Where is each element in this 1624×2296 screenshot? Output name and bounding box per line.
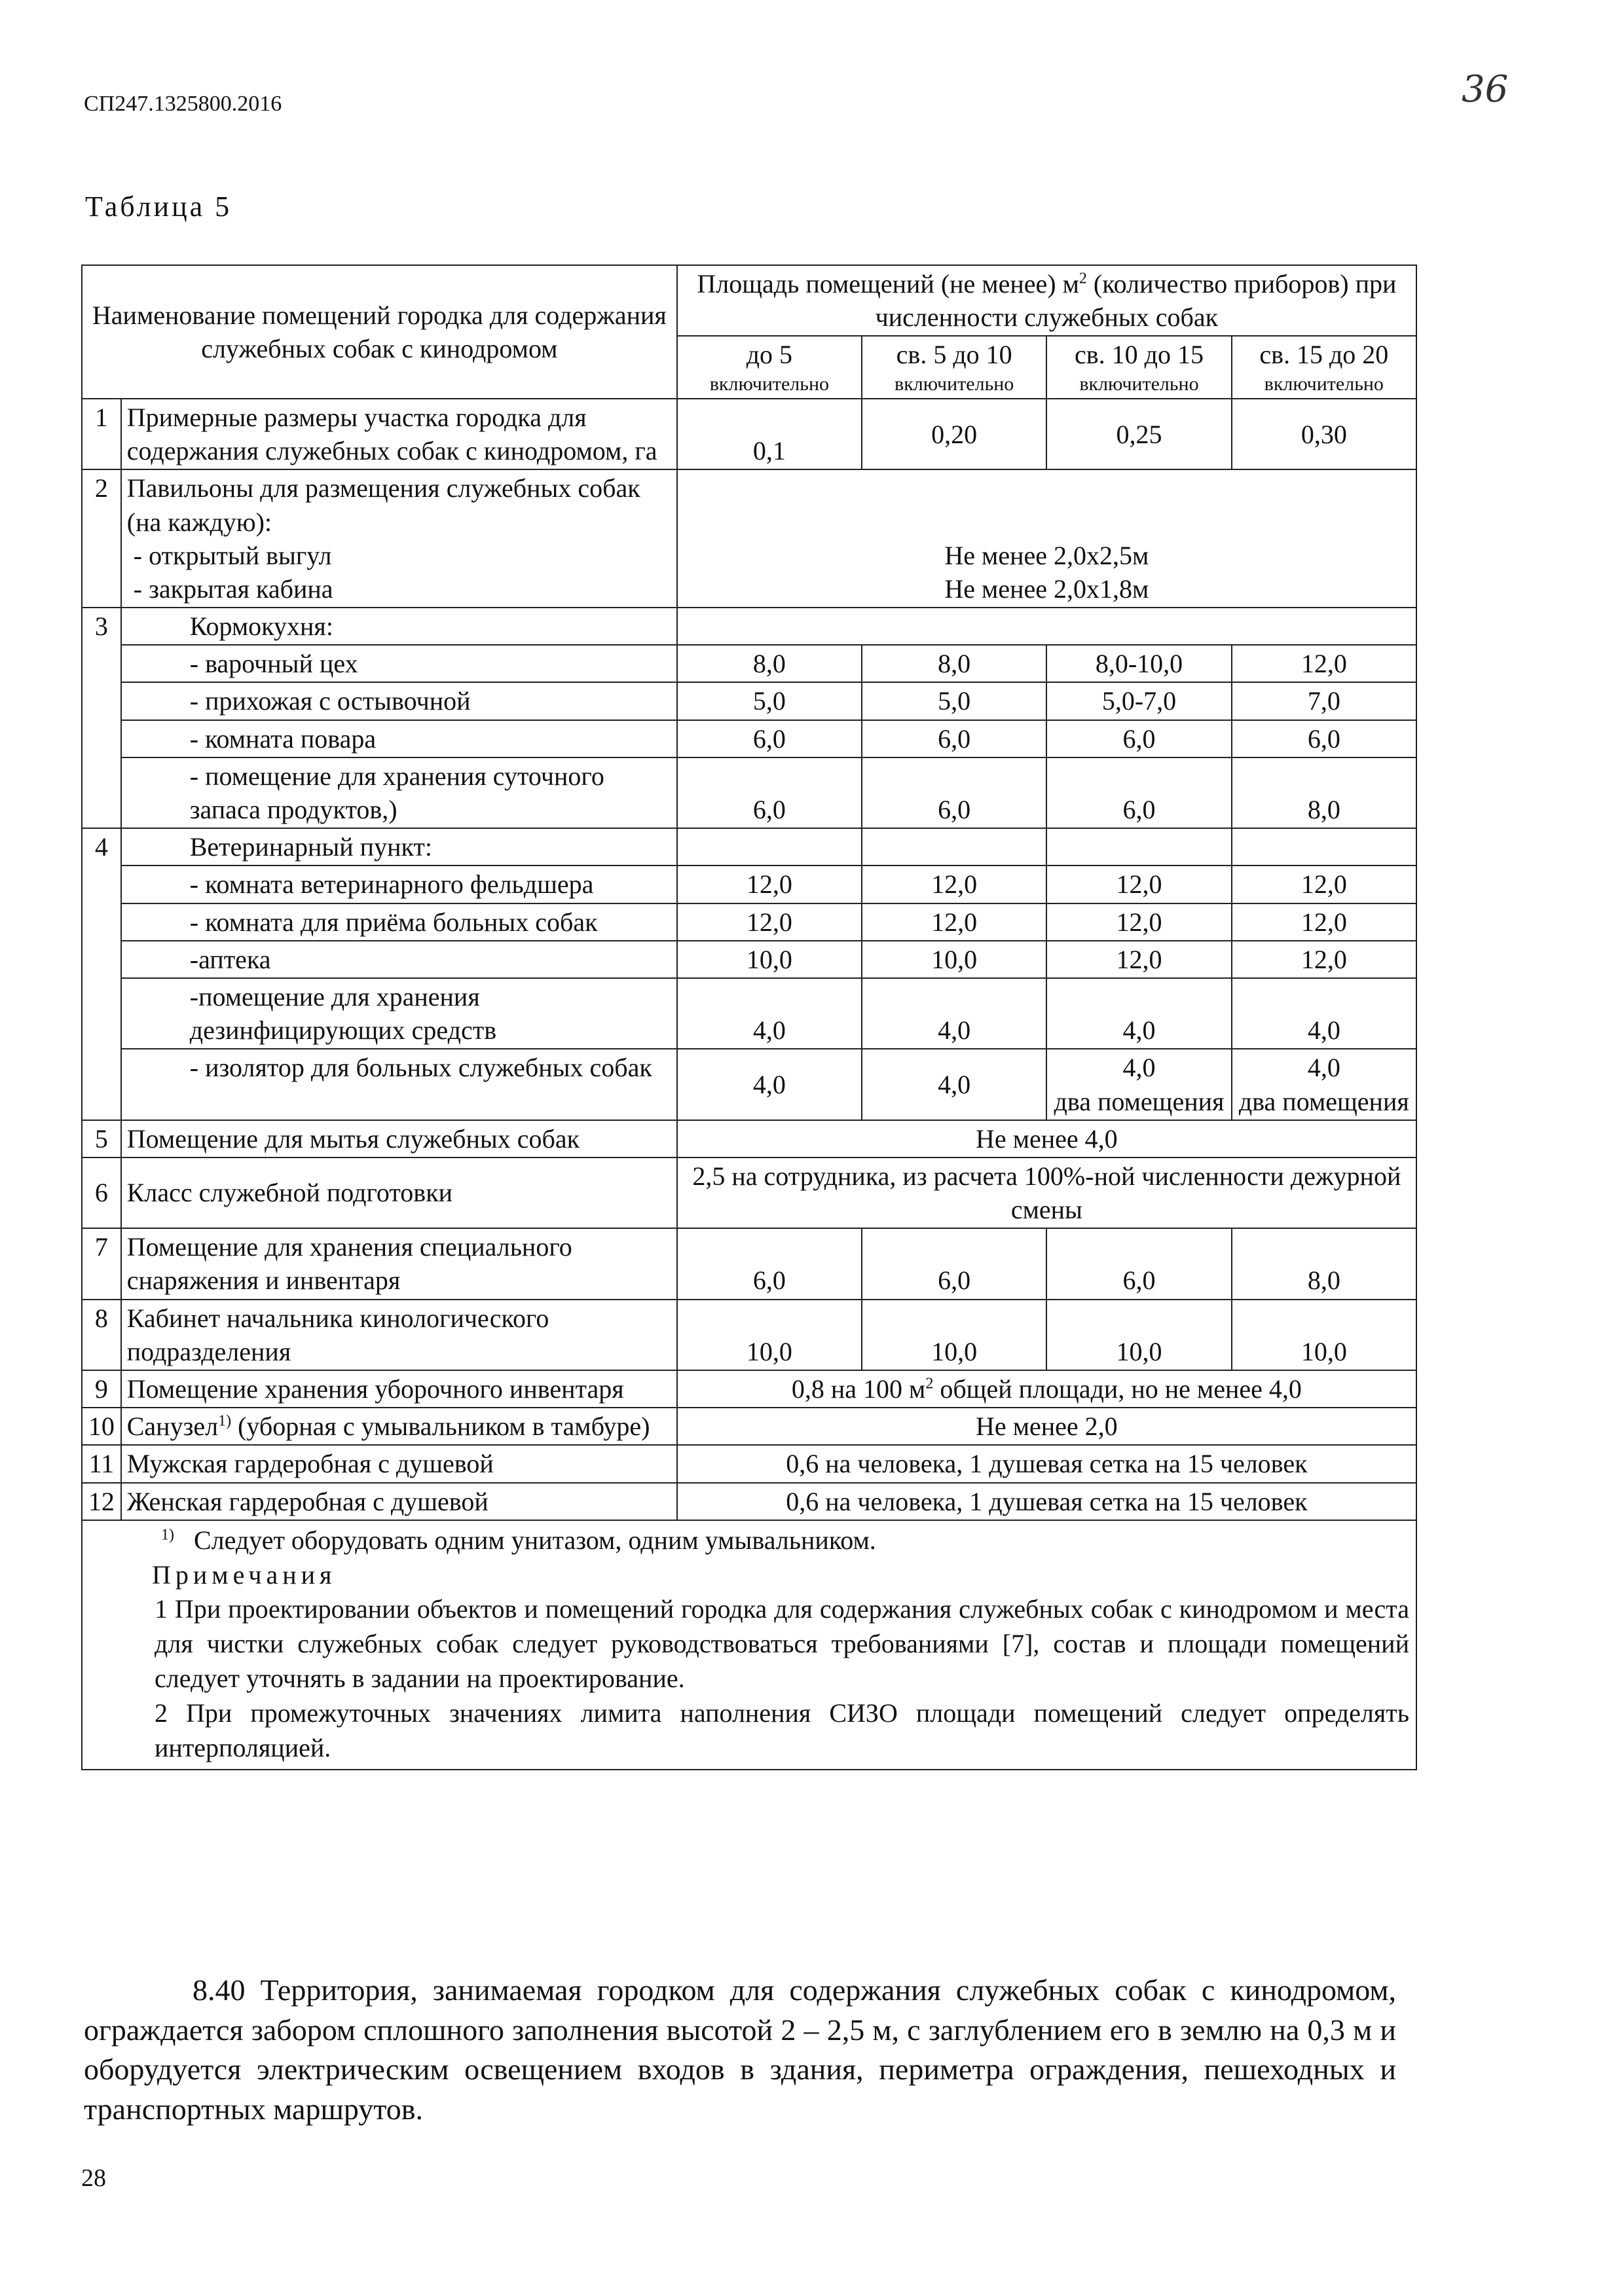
cell-value: 4,0	[677, 1049, 862, 1120]
cell-value: 10,0	[1046, 1300, 1231, 1370]
table-row	[82, 608, 1416, 645]
row-number: 1	[82, 399, 121, 469]
row-name: -аптека	[121, 941, 677, 978]
row-name: Ветеринарный пункт:	[121, 828, 677, 866]
cell-value: 4,0	[862, 978, 1046, 1049]
cell-value: 0,25	[1046, 399, 1231, 469]
table-subrow	[82, 720, 1416, 757]
cell-value: 6,0	[862, 1228, 1046, 1299]
row-number: 10	[82, 1408, 121, 1445]
row-name: - комната повара	[121, 720, 677, 757]
cell-value: 8,0-10,0	[1046, 645, 1231, 682]
document-code: СП247.1325800.2016	[84, 92, 282, 116]
area-table	[81, 264, 1417, 1770]
table-row	[82, 469, 1416, 608]
row-name: Помещение хранения уборочного инвентаря	[121, 1370, 677, 1408]
merged-value: Не менее 2,0х2,5м Не менее 2,0х1,8м	[677, 469, 1416, 608]
cell-value: 4,0	[1046, 978, 1231, 1049]
cell-value: 12,0	[1232, 903, 1416, 941]
row-number: 5	[82, 1120, 121, 1157]
table-row	[82, 1370, 1416, 1408]
cell-value: 8,0	[862, 645, 1046, 682]
table-row	[82, 1300, 1416, 1370]
row-name: Павильоны для размещения служебных собак (на каждую): - открытый выгул - закрытая кабина	[121, 469, 677, 608]
cell-value: 6,0	[1046, 720, 1231, 757]
cell-value: 12,0	[1046, 903, 1231, 941]
table-row	[82, 828, 1416, 866]
merged-value: Не менее 2,0	[677, 1408, 1416, 1445]
row-name: Примерные размеры участка городка для содержания служебных собак с кинодромом, га	[121, 399, 677, 469]
cell-value: 6,0	[1232, 720, 1416, 757]
table-subrow	[82, 757, 1416, 828]
cell-value: 10,0	[677, 941, 862, 978]
table-subrow	[82, 866, 1416, 903]
merged-value: Не менее 4,0	[677, 1120, 1416, 1157]
table-title: Таблица 5	[85, 191, 232, 223]
table-notes	[82, 1520, 1416, 1770]
cell-value: 4,0	[677, 978, 862, 1049]
row-name: -помещение для хранения дезинфицирующих средств	[121, 978, 677, 1049]
header-area: Площадь помещений (не менее) $м^2$ (количество приборов) при численности служебных собак	[677, 265, 1416, 336]
table-row	[82, 1120, 1416, 1157]
merged-value: 0,6 на человека, 1 душевая сетка на 15 человек	[677, 1445, 1416, 1482]
cell-value: 6,0	[862, 757, 1046, 828]
cell-value: 6,0	[677, 757, 862, 828]
cell-value: 5,0-7,0	[1046, 682, 1231, 720]
cell-value: 4,0	[1232, 978, 1416, 1049]
table-subrow	[82, 645, 1416, 682]
table-subrow	[82, 903, 1416, 941]
row-name: Кабинет начальника кинологического подразделения	[121, 1300, 677, 1370]
table-subrow	[82, 941, 1416, 978]
cell-value: 4,0	[862, 1049, 1046, 1120]
cell-value: 8,0	[1232, 1228, 1416, 1299]
row-number: 4	[82, 828, 121, 1120]
cell-value: 6,0	[862, 720, 1046, 757]
cell-value: 6,0	[1046, 1228, 1231, 1299]
body-paragraph: 8.40 Территория, занимаемая городком для содержания служебных собак с кинодромом, ограждается забором сплошного заполнения высотой 2 – 2,5 м, с заглублением его в землю на 0,3 м и оборудуется электрическим освещением входов в здания, периметра ограждения, пешеходных и транспортных маршрутов.	[84, 1973, 1396, 2126]
cell-value: 4,0 два помещения	[1046, 1049, 1231, 1120]
table-subrow	[82, 1049, 1416, 1120]
row-number: 12	[82, 1483, 121, 1520]
cell-value: 0,30	[1232, 399, 1416, 469]
group-header: до 5 включительно	[677, 336, 862, 399]
cell-value: 12,0	[1232, 941, 1416, 978]
cell-value: 10,0	[862, 1300, 1046, 1370]
cell-value: 12,0	[1232, 866, 1416, 903]
cell-value: 12,0	[677, 866, 862, 903]
cell-value: 4,0 два помещения	[1232, 1049, 1416, 1120]
table-row	[82, 1483, 1416, 1520]
table-row	[82, 1228, 1416, 1299]
cell-value: 0,1	[677, 399, 862, 469]
row-number: 7	[82, 1228, 121, 1299]
cell-value: 10,0	[677, 1300, 862, 1370]
page-number: 28	[81, 2164, 106, 2192]
cell-value: 12,0	[862, 866, 1046, 903]
row-name: Кормокухня:	[121, 608, 677, 645]
row-number: 11	[82, 1445, 121, 1482]
cell-value: 6,0	[1046, 757, 1231, 828]
table-subrow	[82, 978, 1416, 1049]
row-name: - изолятор для больных служебных собак	[121, 1049, 677, 1120]
handwritten-page-number: 36	[1462, 68, 1509, 111]
row-name: Санузел$^{1)}$ (уборная с умывальником в тамбуре)	[121, 1408, 677, 1445]
notes-heading: Примечания	[152, 1559, 337, 1590]
row-name: Помещение для мытья служебных собак	[121, 1120, 677, 1157]
group-header: св. 10 до 15 включительно	[1046, 336, 1231, 399]
cell-value: 10,0	[1232, 1300, 1416, 1370]
cell-value: 0,20	[862, 399, 1046, 469]
merged-value: 0,8 на 100 $м^2$ общей площади, но не менее 4,0	[677, 1370, 1416, 1408]
table-subrow	[82, 682, 1416, 720]
footnote: $^{1)}$ Следует оборудовать одним унитазом, одним умывальником.	[161, 1525, 876, 1555]
row-name: - комната ветеринарного фельдшера	[121, 866, 677, 903]
merged-value: 0,6 на человека, 1 душевая сетка на 15 человек	[677, 1483, 1416, 1520]
table-row	[82, 399, 1416, 469]
cell-value: 12,0	[677, 903, 862, 941]
cell-value: 12,0	[1232, 645, 1416, 682]
note-2: 2 При промежуточных значениях лимита наполнения СИЗО площади помещений следует определять интерполяцией.	[155, 1698, 1409, 1762]
cell-value: 10,0	[862, 941, 1046, 978]
group-header: св. 15 до 20 включительно	[1232, 336, 1416, 399]
cell-value: 5,0	[677, 682, 862, 720]
row-name: - помещение для хранения суточного запаса продуктов,)	[121, 757, 677, 828]
row-name: Мужская гардеробная с душевой	[121, 1445, 677, 1482]
table-header-row	[82, 265, 1416, 336]
row-number: 9	[82, 1370, 121, 1408]
table-row	[82, 1408, 1416, 1445]
table-row	[82, 1445, 1416, 1482]
row-name: Помещение для хранения специального снаряжения и инвентаря	[121, 1228, 677, 1299]
row-number: 6	[82, 1157, 121, 1228]
cell-value: 12,0	[1046, 866, 1231, 903]
merged-value: 2,5 на сотрудника, из расчета 100%-ной численности дежурной смены	[677, 1157, 1416, 1228]
row-name: Класс служебной подготовки	[121, 1157, 677, 1228]
table-notes-row	[82, 1520, 1416, 1770]
cell-value: 8,0	[1232, 757, 1416, 828]
row-number: 3	[82, 608, 121, 828]
note-1: 1 При проектировании объектов и помещений городка для содержания служебных собак с кинодромом и места для чистки служебных собак следует руководствоваться требованиями [7], состав и площади помещений следует уточнять в задании на проектирование.	[155, 1594, 1409, 1693]
header-room-names: Наименование помещений городка для содержания служебных собак с кинодромом	[82, 265, 677, 399]
row-name: - прихожая с остывочной	[121, 682, 677, 720]
cell-value: 8,0	[677, 645, 862, 682]
table-row	[82, 1157, 1416, 1228]
row-name: Женская гардеробная с душевой	[121, 1483, 677, 1520]
cell-value: 6,0	[677, 720, 862, 757]
cell-value: 5,0	[862, 682, 1046, 720]
group-header: св. 5 до 10 включительно	[862, 336, 1046, 399]
cell-value: 12,0	[1046, 941, 1231, 978]
row-number: 2	[82, 469, 121, 608]
cell-value: 12,0	[862, 903, 1046, 941]
row-name: - комната для приёма больных собак	[121, 903, 677, 941]
cell-value: 6,0	[677, 1228, 862, 1299]
row-name: - варочный цех	[121, 645, 677, 682]
row-number: 8	[82, 1300, 121, 1370]
cell-value: 7,0	[1232, 682, 1416, 720]
